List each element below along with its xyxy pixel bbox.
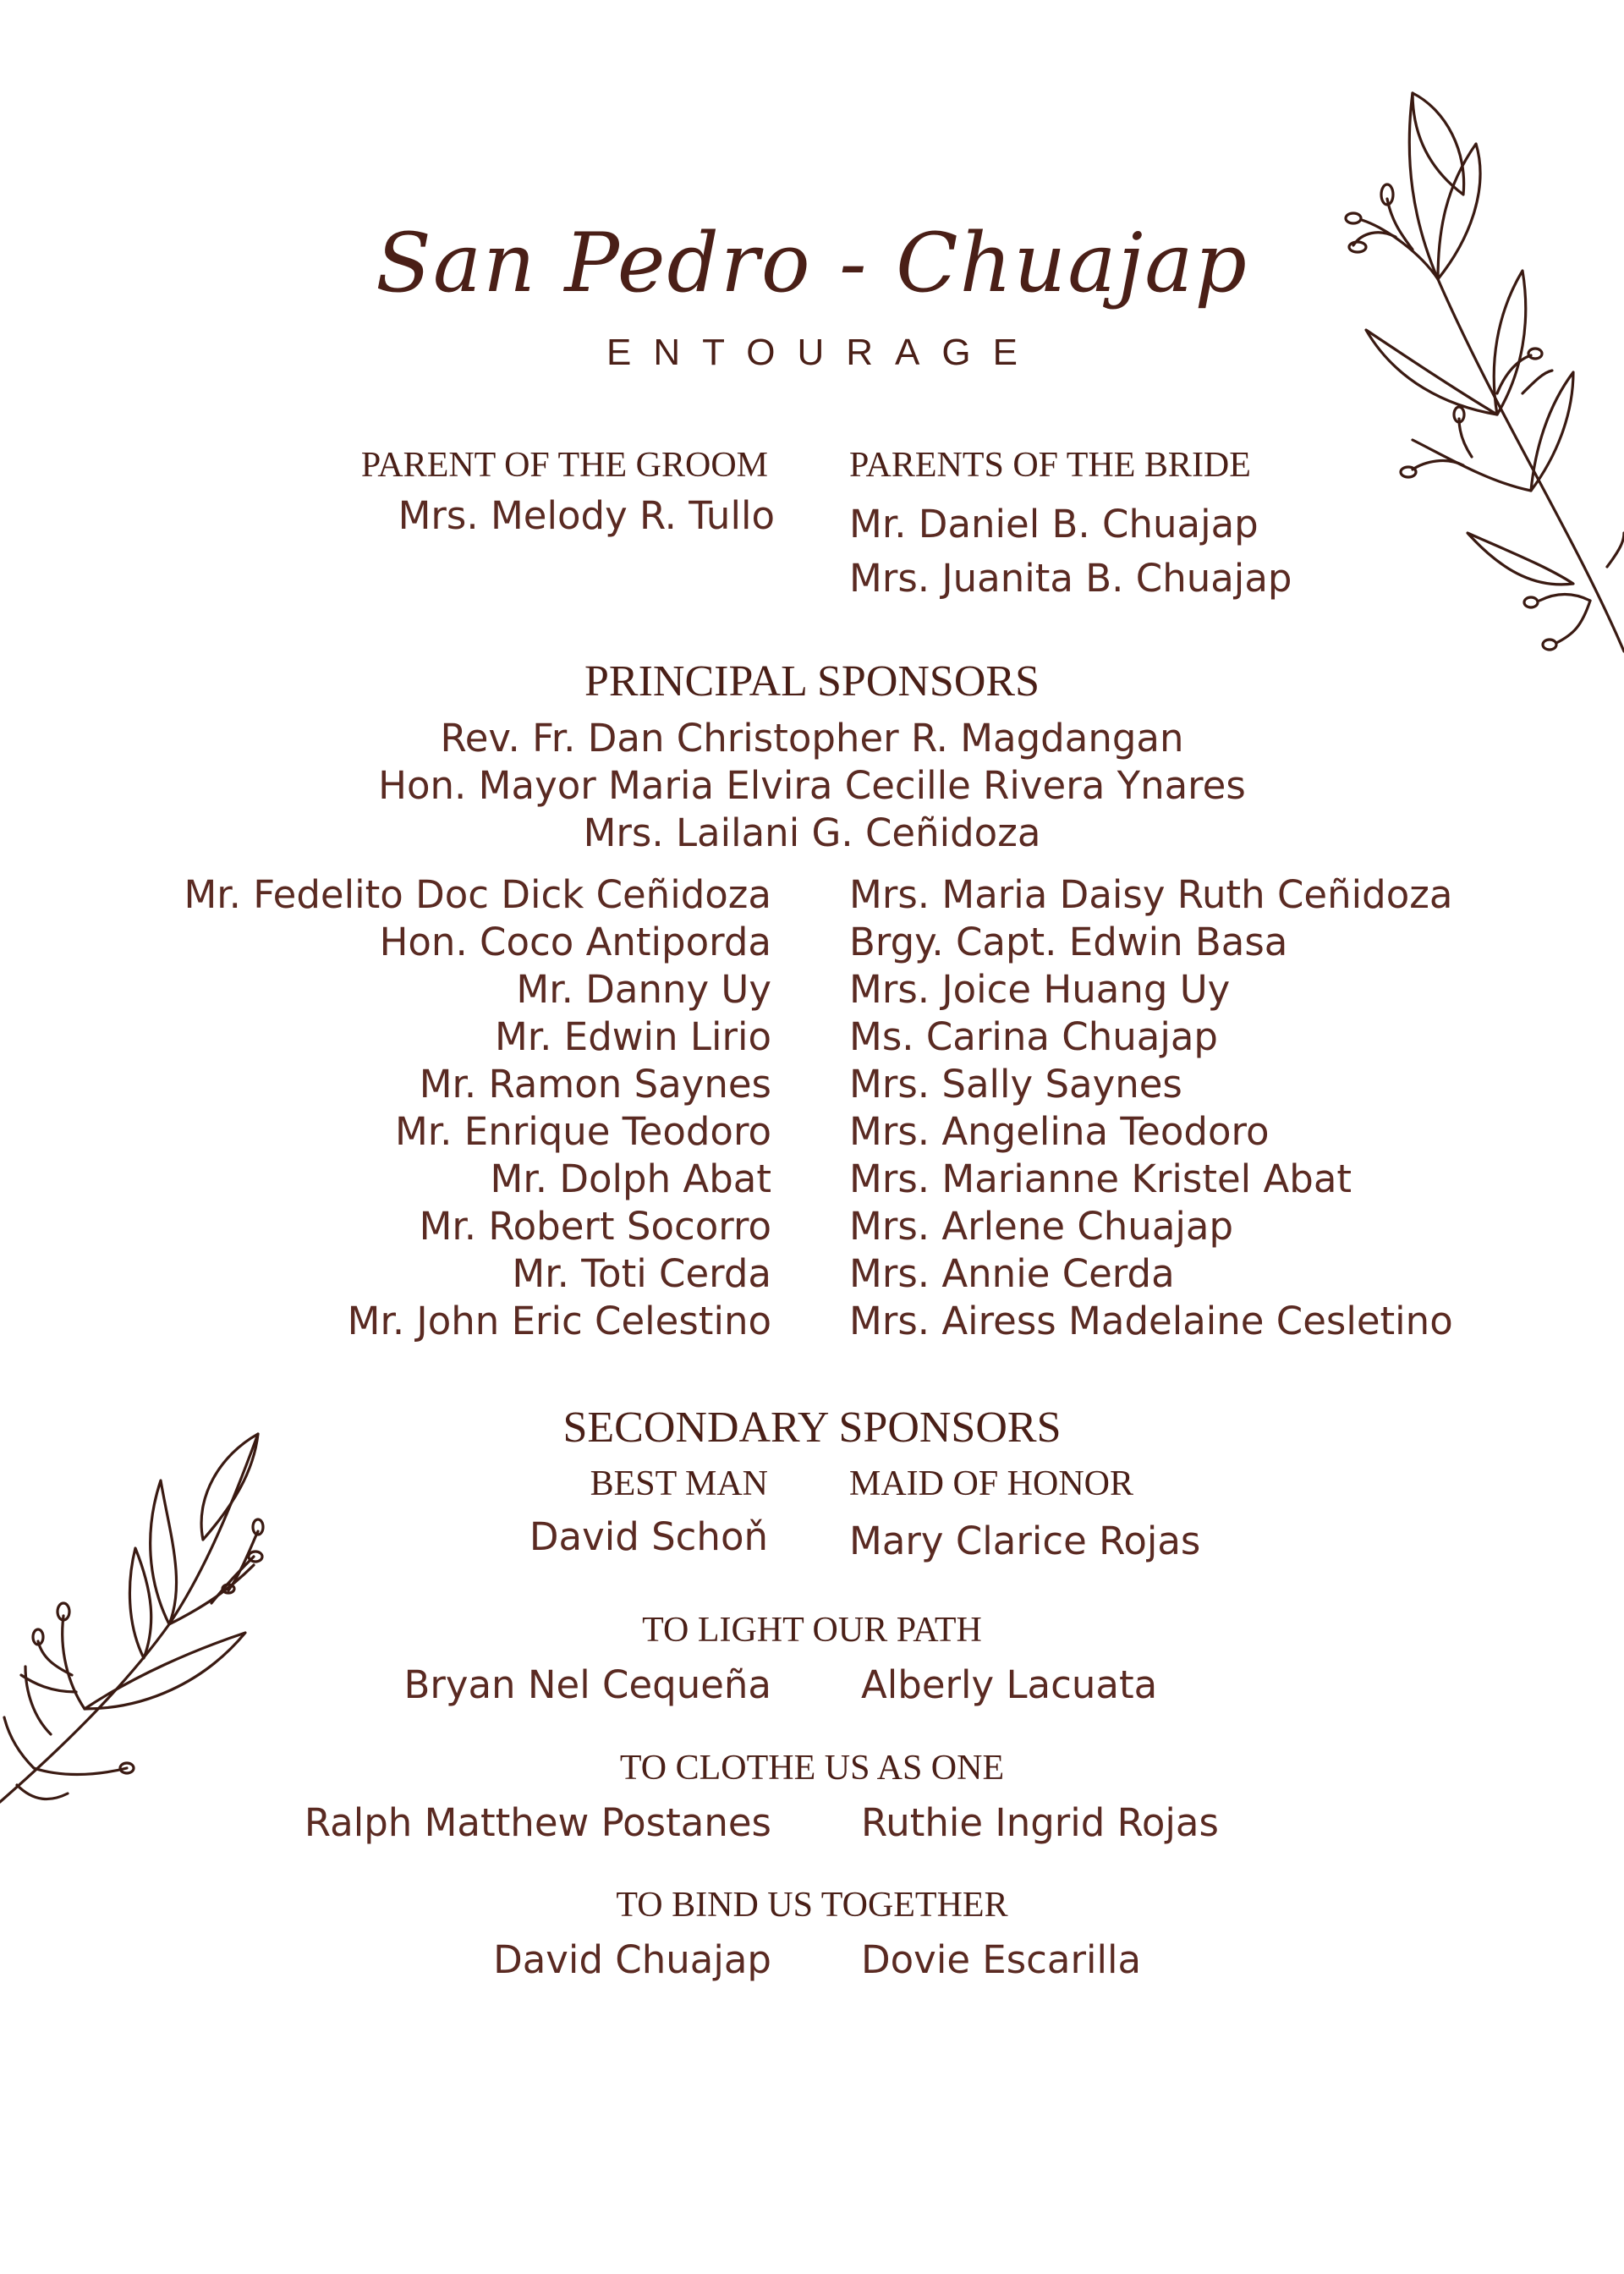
bride-parents-heading: PARENTS OF THE BRIDE <box>849 446 1251 485</box>
sponsor-name: Mr. Robert Socorro <box>419 1204 771 1249</box>
sponsor-name: Mr. John Eric Celestino <box>347 1299 771 1343</box>
bride-parent-name: Mr. Daniel B. Chuajap <box>849 502 1259 547</box>
sponsor-name: Mrs. Airess Madelaine Cesletino <box>849 1299 1453 1343</box>
principal-centered-list <box>0 715 1624 857</box>
sponsor-name: Brgy. Capt. Edwin Basa <box>849 920 1288 964</box>
best-man-name: David Schoň <box>529 1514 768 1559</box>
light-right-name: Alberly Lacuata <box>861 1662 1158 1707</box>
sponsor-name: Ms. Carina Chuajap <box>849 1014 1218 1059</box>
sponsor-name: Rev. Fr. Dan Christopher R. Magdangan <box>440 716 1184 761</box>
sponsor-name: Mrs. Lailani G. Ceñidoza <box>583 810 1041 855</box>
sponsor-name: Mrs. Marianne Kristel Abat <box>849 1156 1352 1201</box>
sponsor-name: Hon. Mayor Maria Elvira Cecille Rivera Ynares <box>378 763 1246 808</box>
sponsor-name: Hon. Coco Antiporda <box>379 920 771 964</box>
sponsor-name: Mrs. Annie Cerda <box>849 1251 1175 1296</box>
maid-of-honor-name: Mary Clarice Rojas <box>849 1519 1201 1563</box>
sponsor-name: Mrs. Maria Daisy Ruth Ceñidoza <box>849 872 1453 917</box>
groom-parents-list <box>398 492 775 540</box>
clothe-right-name: Ruthie Ingrid Rojas <box>861 1800 1219 1845</box>
principal-right-column <box>849 871 1453 1345</box>
couple-title: San Pedro - Chuajap <box>376 216 1248 310</box>
bride-parent-name: Mrs. Juanita B. Chuajap <box>849 556 1292 601</box>
bind-heading: TO BIND US TOGETHER <box>616 1886 1008 1925</box>
sponsor-name: Mr. Dolph Abat <box>490 1156 771 1201</box>
groom-parents-heading: PARENT OF THE GROOM <box>360 446 768 485</box>
sponsor-name: Mrs. Joice Huang Uy <box>849 967 1231 1012</box>
principal-sponsors-heading: PRINCIPAL SPONSORS <box>584 657 1040 706</box>
sponsor-name: Mr. Danny Uy <box>516 967 771 1012</box>
light-left-name: Bryan Nel Cequeña <box>403 1662 771 1707</box>
sponsor-name: Mrs. Arlene Chuajap <box>849 1204 1234 1249</box>
maid-of-honor-label: MAID OF HONOR <box>849 1464 1134 1503</box>
sponsor-name: Mr. Toti Cerda <box>512 1251 771 1296</box>
bind-right-name: Dovie Escarilla <box>861 1937 1142 1982</box>
entourage-subtitle: ENTOURAGE <box>606 332 1040 373</box>
clothe-heading: TO CLOTHE US AS ONE <box>619 1749 1005 1788</box>
light-heading: TO LIGHT OUR PATH <box>642 1611 982 1650</box>
sponsor-name: Mr. Edwin Lirio <box>494 1014 771 1059</box>
bind-left-name: David Chuajap <box>493 1937 771 1982</box>
bride-parents-list <box>849 497 1292 606</box>
sponsor-name: Mr. Ramon Saynes <box>419 1062 771 1107</box>
best-man-label: BEST MAN <box>590 1464 768 1503</box>
groom-parent-name: Mrs. Melody R. Tullo <box>398 493 775 538</box>
clothe-left-name: Ralph Matthew Postanes <box>304 1800 771 1845</box>
sponsor-name: Mr. Fedelito Doc Dick Ceñidoza <box>184 872 771 917</box>
secondary-sponsors-heading: SECONDARY SPONSORS <box>562 1403 1062 1452</box>
sponsor-name: Mrs. Angelina Teodoro <box>849 1109 1270 1154</box>
sponsor-name: Mr. Enrique Teodoro <box>394 1109 771 1154</box>
sponsor-name: Mrs. Sally Saynes <box>849 1062 1182 1107</box>
principal-left-column <box>184 871 771 1345</box>
